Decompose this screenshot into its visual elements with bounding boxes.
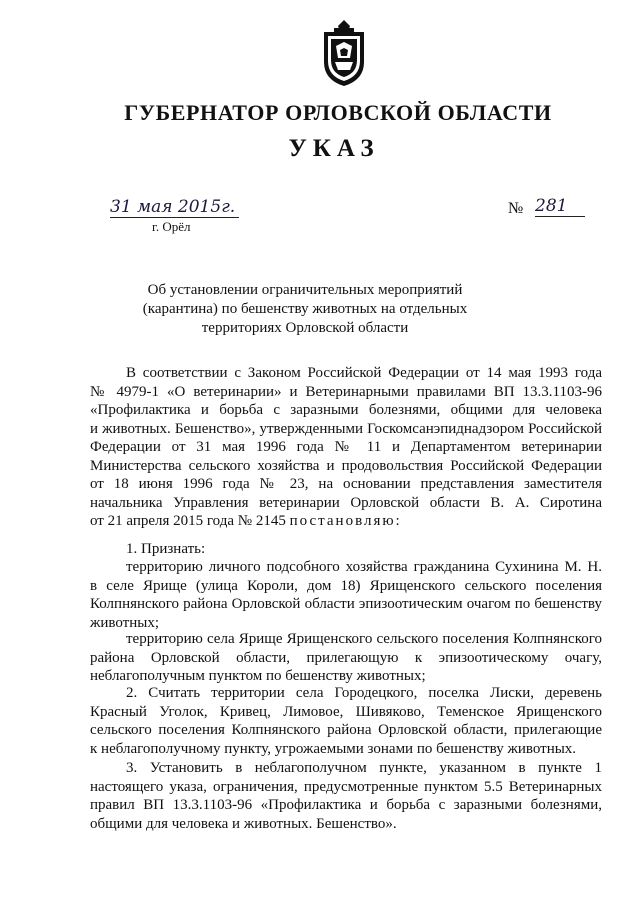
item-2-paragraph bbox=[90, 684, 602, 758]
document-type-title: УКАЗ bbox=[288, 135, 380, 162]
text-line: общими для человека и животных. Бешенство». bbox=[90, 815, 397, 832]
text-line bbox=[90, 512, 602, 531]
item-1b-paragraph bbox=[90, 630, 602, 686]
city-label: г. Орёл bbox=[152, 219, 191, 234]
text-line: Министерства сельского хозяйства и продовольствия Российской Федерации bbox=[90, 457, 602, 474]
text-line: в селе Ярище (улица Короли, дом 18) Ярищенского сельского поселения bbox=[90, 577, 602, 594]
text-line: территорию села Ярище Ярищенского сельского поселения Колпнянского bbox=[126, 631, 602, 647]
preamble-last-text: от 21 апреля 2015 года № 2145 bbox=[90, 513, 286, 529]
text-line: сельского поселения Колпнянского района Орловской области, прилегающие bbox=[90, 722, 602, 738]
text-line: № 4979-1 «О ветеринарии» и Ветеринарными правилами ВП 13.3.1103-96 bbox=[90, 383, 602, 400]
item-1a-paragraph bbox=[90, 558, 602, 632]
text-line: неблагополучным пунктом по бешенству животных; bbox=[90, 668, 426, 684]
item-3-paragraph bbox=[90, 759, 602, 833]
text-line: «Профилактика и борьба с заразными болезнями, общими для человека bbox=[90, 402, 602, 418]
text-line: начальника Управления ветеринарии Орловской области В. А. Сиротина bbox=[90, 494, 602, 511]
preamble-paragraph bbox=[90, 364, 602, 531]
decree-word: постановляю: bbox=[289, 513, 402, 529]
subject-line: Об установлении ограничительных мероприятий bbox=[147, 282, 463, 298]
handwritten-date: 31 мая 2015г. bbox=[110, 197, 239, 218]
text-line: животных; bbox=[90, 614, 160, 631]
text-line: территорию личного подсобного хозяйства гражданина Сухинина М. Н. bbox=[126, 559, 602, 575]
text-line: Колпнянского района Орловской области эпизоотическим очагом по бешенству bbox=[90, 596, 602, 612]
text-line: от 18 июня 1996 года № 23, на основании представления заместителя bbox=[90, 476, 602, 492]
text-line: Федерации от 31 мая 1996 года № 11 и Департаментом ветеринарии bbox=[90, 439, 602, 455]
number-label: № bbox=[508, 200, 524, 217]
handwritten-number: 281 bbox=[535, 196, 585, 217]
text-line: Красный Уголок, Кривец, Лимовое, Шивяково, Теменское Ярищенского bbox=[90, 703, 602, 720]
text-line: настоящего указа, ограничения, предусмотренные пунктом 5.5 Ветеринарных bbox=[90, 778, 602, 795]
text-line: 3. Установить в неблагополучном пункте, указанном в пункте 1 bbox=[126, 760, 602, 776]
decree-subject bbox=[100, 281, 510, 338]
text-line: 1. Признать: bbox=[126, 541, 206, 557]
subject-line: территориях Орловской области bbox=[201, 320, 409, 336]
text-line: к неблагополучному пункту, угрожаемыми зонами по бешенству животных. bbox=[90, 740, 577, 757]
text-line: правил ВП 13.3.1103-96 «Профилактика и борьба с заразными болезнями, bbox=[90, 797, 602, 813]
subject-line: (карантина) по бешенству животных на отдельных bbox=[142, 301, 468, 317]
text-line: района Орловской области, прилегающую к эпизоотическому очагу, bbox=[90, 649, 602, 666]
authority-title: ГУБЕРНАТОР ОРЛОВСКОЙ ОБЛАСТИ bbox=[124, 100, 552, 125]
text-line: 2. Считать территории села Городецкого, поселка Лиски, деревень bbox=[126, 685, 602, 701]
coat-of-arms-emblem bbox=[316, 18, 372, 88]
item-1-heading bbox=[90, 540, 602, 559]
text-line: и животных. Бешенство», утвержденными Госкомсанэпиднадзором Российской bbox=[90, 420, 602, 437]
text-line: В соответствии с Законом Российской Федерации от 14 мая 1993 года bbox=[126, 365, 602, 381]
